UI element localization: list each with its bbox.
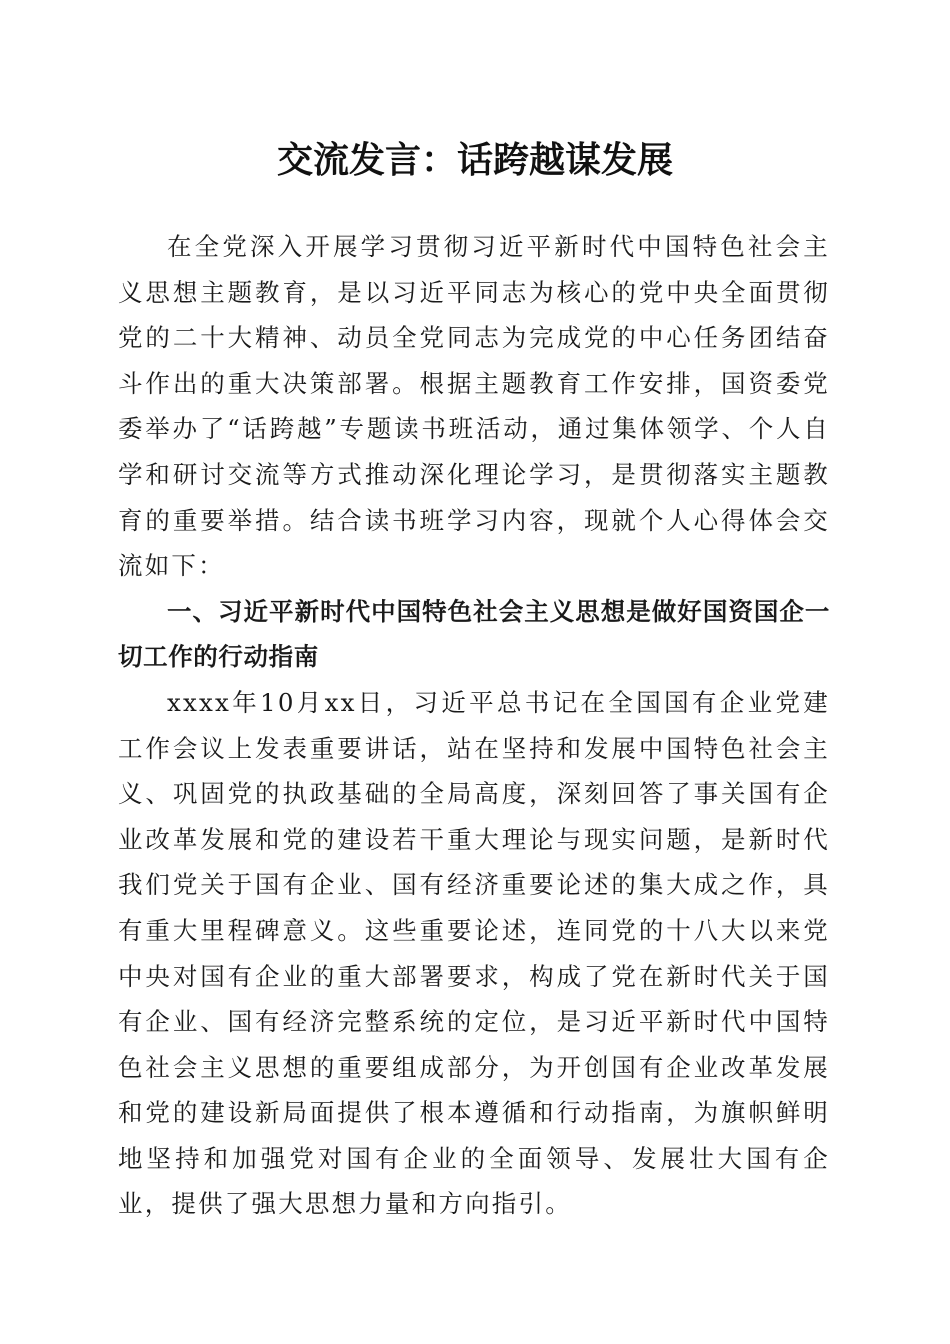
section-paragraph: xxxx年10月xx日，习近平总书记在全国国有企业党建工作会议上发表重要讲话，站在坚持和发展中国特色社会主义、巩固党的执政基础的全局高度，深刻回答了事关国有企业改革发展和党的建设若干重大理论与现实问题，是新时代我们党关于国有企业、国有经济重要论述的集大成之作，具有重大里程碑意义。这些重要论述，连同党的十八大以来党中央对国有企业的重大部署要求，构成了党在新时代关于国有企业、国有经济完整系统的定位，是习近平新时代中国特色社会主义思想的重要组成部分，为开创国有企业改革发展和党的建设新局面提供了根本遵循和行动指南，为旗帜鲜明地坚持和加强党对国有企业的全面领导、发展壮大国有企业，提供了强大思想力量和方向指引。 — [118, 687, 830, 1219]
intro-paragraph: 在全党深入开展学习贯彻习近平新时代中国特色社会主义思想主题教育，是以习近平同志为核心的党中央全面贯彻党的二十大精神、动员全党同志为完成党的中心任务团结奋斗作出的重大决策部署。根据主题教育工作安排，国资委党委举办了“话跨越”专题读书班活动，通过集体领学、个人自学和研讨交流等方式推动深化理论学习，是贯彻落实主题教育的重要举措。结合读书班学习内容，现就个人心得体会交流如下： — [118, 232, 830, 581]
document-body — [118, 224, 830, 1227]
section-heading: 一、习近平新时代中国特色社会主义思想是做好国资国企一切工作的行动指南 — [118, 596, 830, 672]
page-title: 交流发言：话跨越谋发展 — [276, 139, 673, 181]
